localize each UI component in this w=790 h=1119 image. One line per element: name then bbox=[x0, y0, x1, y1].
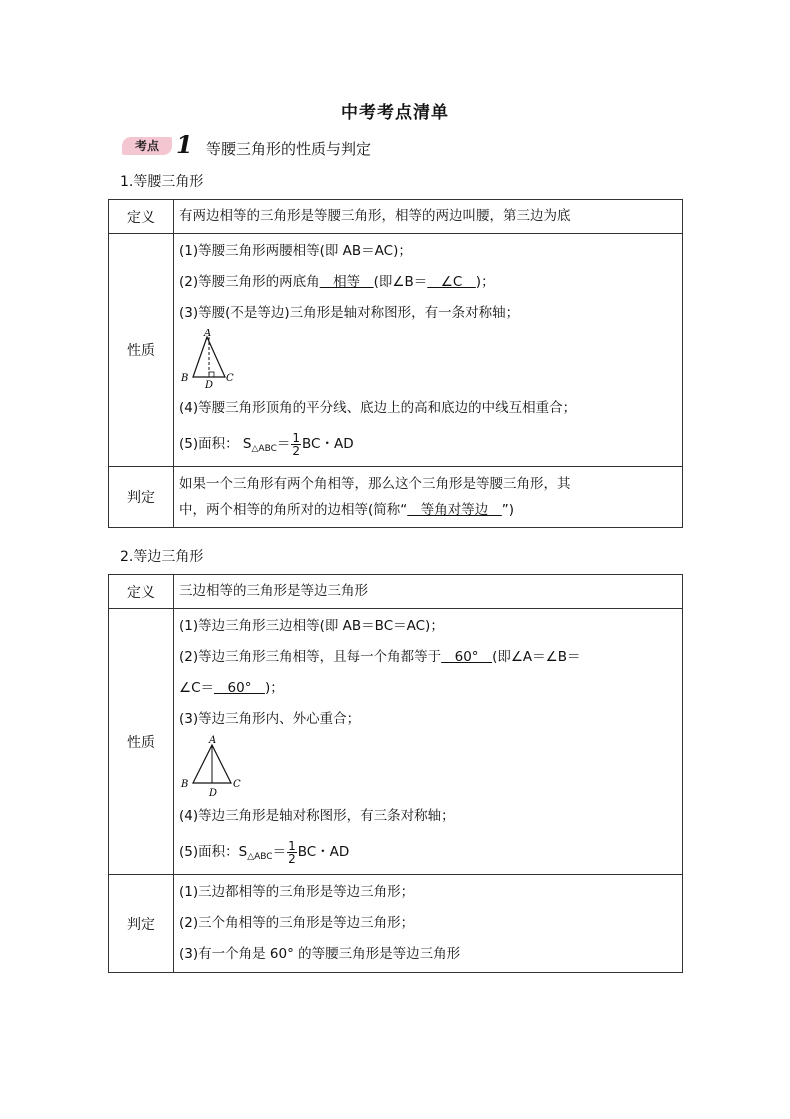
table-row bbox=[109, 234, 683, 467]
property-line: (4)等腰三角形顶角的平分线、底边上的高和底边的中线互相重合； bbox=[179, 400, 577, 416]
table-row bbox=[109, 467, 683, 528]
answer-blank: ∠C bbox=[427, 274, 476, 290]
definition-text: 有两边相等的三角形是等腰三角形，相等的两边叫腰，第三边为底 bbox=[174, 200, 683, 234]
table-row bbox=[109, 609, 683, 875]
judgement-cell bbox=[174, 875, 683, 973]
definition-text: 三边相等的三角形是等边三角形 bbox=[174, 575, 683, 609]
area-formula: (5)面积： $S_{\triangle ABC}=$ $\frac{1}{2}$ BC・AD bbox=[179, 430, 354, 458]
vertex-label-c: C bbox=[233, 779, 241, 790]
section-heading-isosceles: 1.等腰三角形 bbox=[120, 174, 204, 190]
judgement-line: (3)有一个角是 60° 的等腰三角形是等边三角形 bbox=[179, 946, 461, 962]
judgement-line: 中，两个相等的角所对的边相等(简称“ 等角对等边 ”) bbox=[179, 502, 515, 518]
judgement-cell bbox=[174, 467, 683, 528]
table-row bbox=[109, 200, 683, 234]
vertex-label-d: D bbox=[209, 788, 218, 799]
property-line: (2)等腰三角形的两底角 相等 (即∠B＝ ∠C )； bbox=[179, 274, 495, 290]
judgement-line: (1)三边都相等的三角形是等边三角形； bbox=[179, 884, 415, 900]
property-line: (4)等边三角形是轴对称图形，有三条对称轴； bbox=[179, 808, 455, 824]
properties-cell bbox=[174, 234, 683, 467]
vertex-label-a: A bbox=[209, 735, 217, 746]
vertex-label-c: C bbox=[226, 373, 234, 384]
vertex-label-b: B bbox=[181, 373, 189, 384]
table-row bbox=[109, 875, 683, 973]
judgement-line: (2)三个角相等的三角形是等边三角形； bbox=[179, 915, 415, 931]
isosceles-triangle-figure bbox=[179, 329, 677, 393]
vertex-label-b: B bbox=[181, 779, 189, 790]
kaodian-title: 等腰三角形的性质与判定 bbox=[206, 140, 372, 158]
page-title: 中考考点清单 bbox=[341, 103, 449, 123]
vertex-label-a: A bbox=[204, 329, 212, 339]
area-formula: (5)面积：$S_{\triangle ABC}=$ $\frac{1}{2}$ BC・AD bbox=[179, 838, 350, 866]
property-line: (3)等边三角形内、外心重合； bbox=[179, 711, 361, 727]
properties-cell bbox=[174, 609, 683, 875]
equilateral-triangle-diagram bbox=[179, 735, 259, 801]
row-label-definition: 定义 bbox=[109, 200, 174, 234]
equilateral-table bbox=[108, 574, 683, 973]
judgement-line: 如果一个三角形有两个角相等，那么这个三角形是等腰三角形，其 bbox=[179, 476, 571, 492]
row-label-judgement: 判定 bbox=[109, 875, 174, 973]
property-line: ∠C＝ 60° )； bbox=[179, 680, 284, 696]
answer-blank: 相等 bbox=[319, 274, 374, 290]
property-line: (1)等腰三角形两腰相等(即 AB＝AC)； bbox=[179, 243, 412, 259]
equilateral-triangle-figure bbox=[179, 735, 677, 801]
answer-blank: 60° bbox=[441, 649, 493, 665]
kaodian-number: 1 bbox=[176, 130, 193, 159]
property-line: (2)等边三角形三角相等，且每一个角都等于 60° (即∠A＝∠B＝ bbox=[179, 649, 581, 665]
row-label-properties: 性质 bbox=[109, 234, 174, 467]
table-row bbox=[109, 575, 683, 609]
isosceles-triangle-diagram bbox=[179, 329, 259, 393]
row-label-judgement: 判定 bbox=[109, 467, 174, 528]
section-heading-equilateral: 2.等边三角形 bbox=[120, 549, 204, 565]
vertex-label-d: D bbox=[205, 380, 214, 391]
property-line: (1)等边三角形三边相等(即 AB＝BC＝AC)； bbox=[179, 618, 444, 634]
row-label-properties: 性质 bbox=[109, 609, 174, 875]
answer-blank: 60° bbox=[214, 680, 265, 696]
answer-blank: 等角对等边 bbox=[407, 502, 502, 518]
property-line: (3)等腰(不是等边)三角形是轴对称图形，有一条对称轴； bbox=[179, 305, 520, 321]
kaodian-badge: 考点 bbox=[122, 137, 172, 155]
isosceles-table bbox=[108, 199, 683, 528]
row-label-definition: 定义 bbox=[109, 575, 174, 609]
